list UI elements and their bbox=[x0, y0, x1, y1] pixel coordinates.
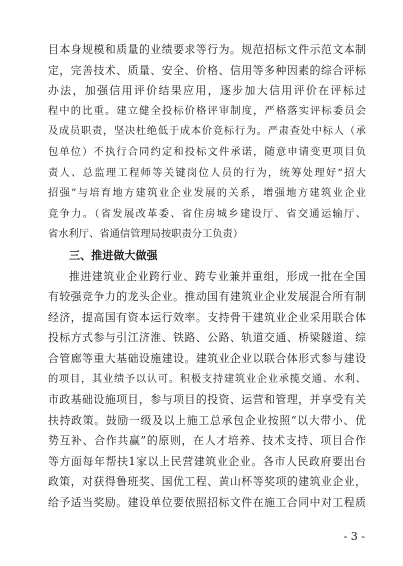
paragraph-line: 势互补、合作共赢”的原则，在人才培养、技术支持、项目合作 bbox=[48, 434, 366, 448]
paragraph-line: 有较强竞争力的龙头企业。推动国有建筑业企业发展混合所有制 bbox=[48, 290, 366, 304]
paragraph-line: 省水利厅、省通信管理局按职责分工负责） bbox=[48, 229, 244, 241]
paragraph-line: 办法，加强信用评价结果应用，逐步加大信用评价在评标过 bbox=[48, 84, 366, 98]
paragraph-line: 的项目，其业绩予以认可。积极支持建筑业企业承揽交通、水利、 bbox=[48, 373, 366, 385]
paragraph-line: 投标方式参与引江济淮、铁路、公路、轨道交通、桥梁隧道、综 bbox=[48, 331, 366, 345]
paragraph-line: 合管廊等重大基础设施建设。建筑业企业以联合体形式参与建设 bbox=[48, 351, 366, 365]
paragraph-line: 经济，提高国有资本运行效率。支持骨干建筑业企业采用联合体 bbox=[48, 310, 366, 324]
paragraph-line: 竞争力。（省发展改革委、省住房城乡建设厅、省交通运输厅、 bbox=[48, 208, 366, 220]
paragraph-line: 推进建筑业企业跨行业、跨专业兼并重组，形成一批在全国 bbox=[69, 269, 366, 283]
page-number: - 3 - bbox=[343, 530, 365, 543]
paragraph-line: 政策，对获得鲁班奖、国优工程、黄山杯等奖项的建筑业企业， bbox=[48, 475, 366, 489]
paragraph-line: 定，完善技术、质量、安全、价格、信用等多种因素的综合评标 bbox=[48, 63, 366, 77]
paragraph-line: 市政基础设施项目，参与项目的投资、运营和管理，并享受有关 bbox=[48, 393, 366, 407]
paragraph-line: 及成员职责，坚决杜绝低于成本价竞标行为。严肃查处中标人（承 bbox=[48, 126, 366, 138]
paragraph-line: 责人、总监理工程师等关键岗位人员的行为，统筹处理好“招大 bbox=[48, 167, 366, 179]
paragraph-line: 招强”与培育地方建筑业企业发展的关系，增强地方建筑业企业 bbox=[48, 188, 366, 200]
paragraph-line: 等方面每年帮扶1家以上民营建筑业企业。各市人民政府要出台 bbox=[48, 454, 366, 468]
paragraph-line: 包单位）不执行合同约定和投标文件承诺，随意申请变更项目负 bbox=[48, 146, 366, 158]
paragraph-line: 给予适当奖励。建设单位要依照招标文件在施工合同中对工程质 bbox=[48, 496, 366, 510]
paragraph-line: 目本身规模和质量的业绩要求等行为。规范招标文件示范文本制 bbox=[48, 43, 366, 56]
paragraph-line: 程中的比重。建立健全投标价格评审制度，严格落实评标委员会 bbox=[48, 105, 366, 117]
section-heading: 三、推进做大做强 bbox=[69, 248, 158, 262]
paragraph-line: 扶持政策。鼓励一级及以上施工总承包企业按照“以大带小、优 bbox=[48, 413, 366, 427]
document-body bbox=[48, 40, 366, 514]
